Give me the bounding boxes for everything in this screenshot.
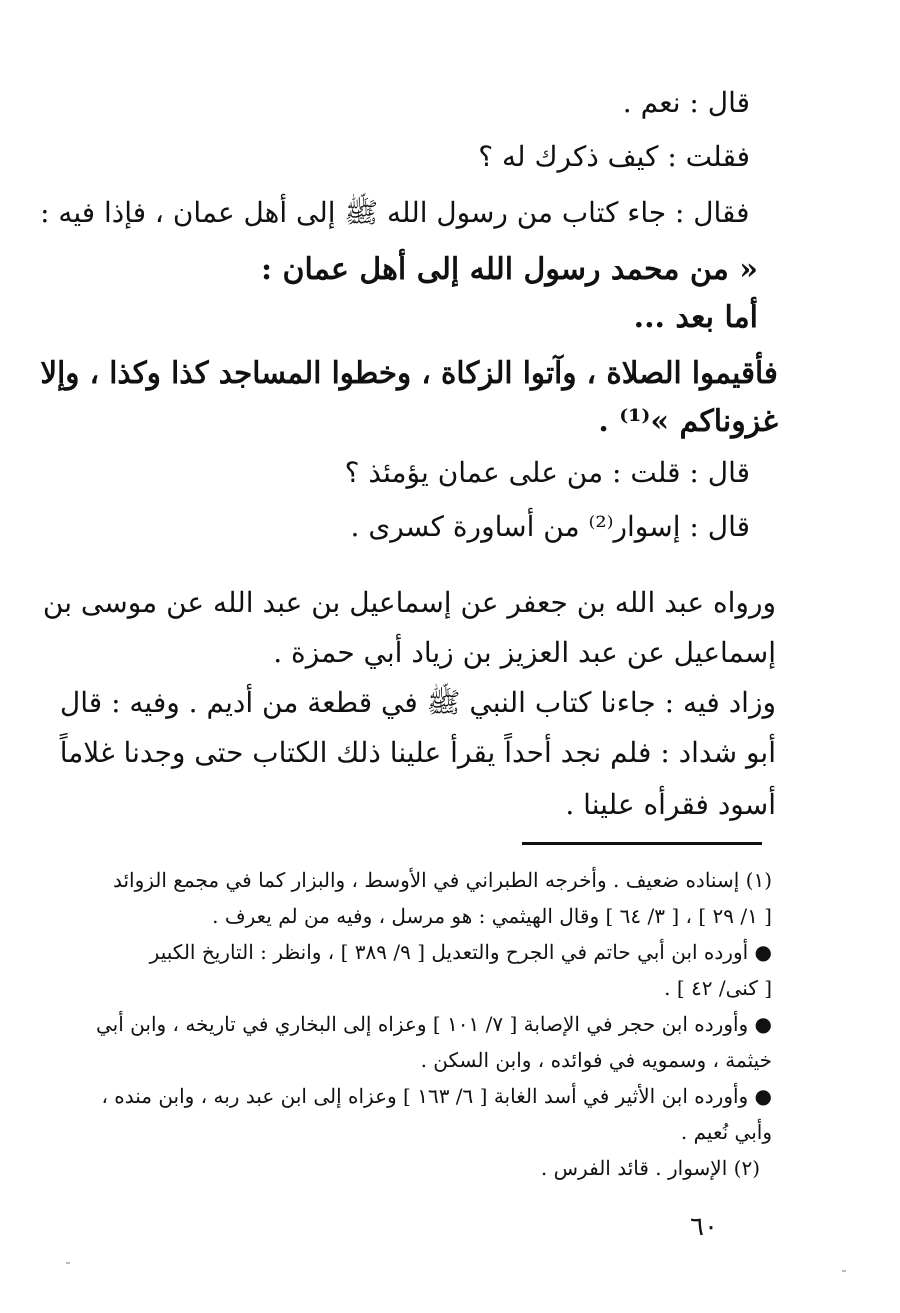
narration-line: أسود فقرأه علينا . <box>565 788 776 821</box>
page-number: ٦٠ <box>690 1212 718 1242</box>
footnote-line: ● أورده ابن أبي حاتم في الجرح والتعديل [ ٩/ ٣٨٩ ] ، وانظر : التاريخ الكبير <box>149 940 772 964</box>
dialogue-line: قال : إسوار⁽²⁾ من أساورة كسرى . <box>350 510 750 543</box>
narration-line: ورواه عبد الله بن جعفر عن إسماعيل بن عبد الله عن موسى بن <box>42 586 776 619</box>
dialogue-line: قال : قلت : من على عمان يؤمئذ ؟ <box>344 456 750 489</box>
footnote-line: [ كنى/ ٤٢ ] . <box>664 976 772 1000</box>
letter-line: « من محمد رسول الله إلى أهل عمان : <box>261 252 758 287</box>
dialogue-line: فقال : جاء كتاب من رسول الله ﷺ إلى أهل عمان ، فإذا فيه : <box>40 196 750 229</box>
scan-speck <box>66 1262 70 1264</box>
dialogue-line: قال : نعم . <box>622 86 750 119</box>
letter-line: أما بعد ... <box>633 300 758 335</box>
footnote-line: (٢) الإسوار . قائد الفرس . <box>540 1156 760 1180</box>
dialogue-line: فقلت : كيف ذكرك له ؟ <box>478 140 750 173</box>
narration-line: وزاد فيه : جاءنا كتاب النبي ﷺ في قطعة من أديم . وفيه : قال <box>59 686 776 719</box>
narration-line: أبو شداد : فلم نجد أحداً يقرأ علينا ذلك الكتاب حتى وجدنا غلاماً <box>59 736 776 769</box>
letter-line: فأقيموا الصلاة ، وآتوا الزكاة ، وخطوا المساجد كذا وكذا ، وإلا <box>40 356 778 391</box>
footnote-separator <box>522 842 762 845</box>
scan-speck <box>842 1270 846 1272</box>
footnote-line: ● وأورده ابن حجر في الإصابة [ ٧/ ١٠١ ] وعزاه إلى البخاري في تاريخه ، وابن أبي <box>96 1012 772 1036</box>
footnote-line: وأبي نُعيم . <box>680 1120 772 1144</box>
footnote-line: ● وأورده ابن الأثير في أسد الغابة [ ٦/ ١٦٣ ] وعزاه إلى ابن عبد ربه ، وابن منده ، <box>101 1084 772 1108</box>
letter-line: غزوناكم »⁽¹⁾ . <box>598 404 778 439</box>
narration-line: إسماعيل عن عبد العزيز بن زياد أبي حمزة . <box>273 636 776 669</box>
footnote-line: خيثمة ، وسمويه في فوائده ، وابن السكن . <box>420 1048 772 1072</box>
footnote-line: [ ١/ ٢٩ ] ، [ ٣/ ٦٤ ] وقال الهيثمي : هو مرسل ، وفيه من لم يعرف . <box>212 904 772 928</box>
footnote-line: (١) إسناده ضعيف . وأخرجه الطبراني في الأوسط ، والبزار كما في مجمع الزوائد <box>112 868 772 892</box>
